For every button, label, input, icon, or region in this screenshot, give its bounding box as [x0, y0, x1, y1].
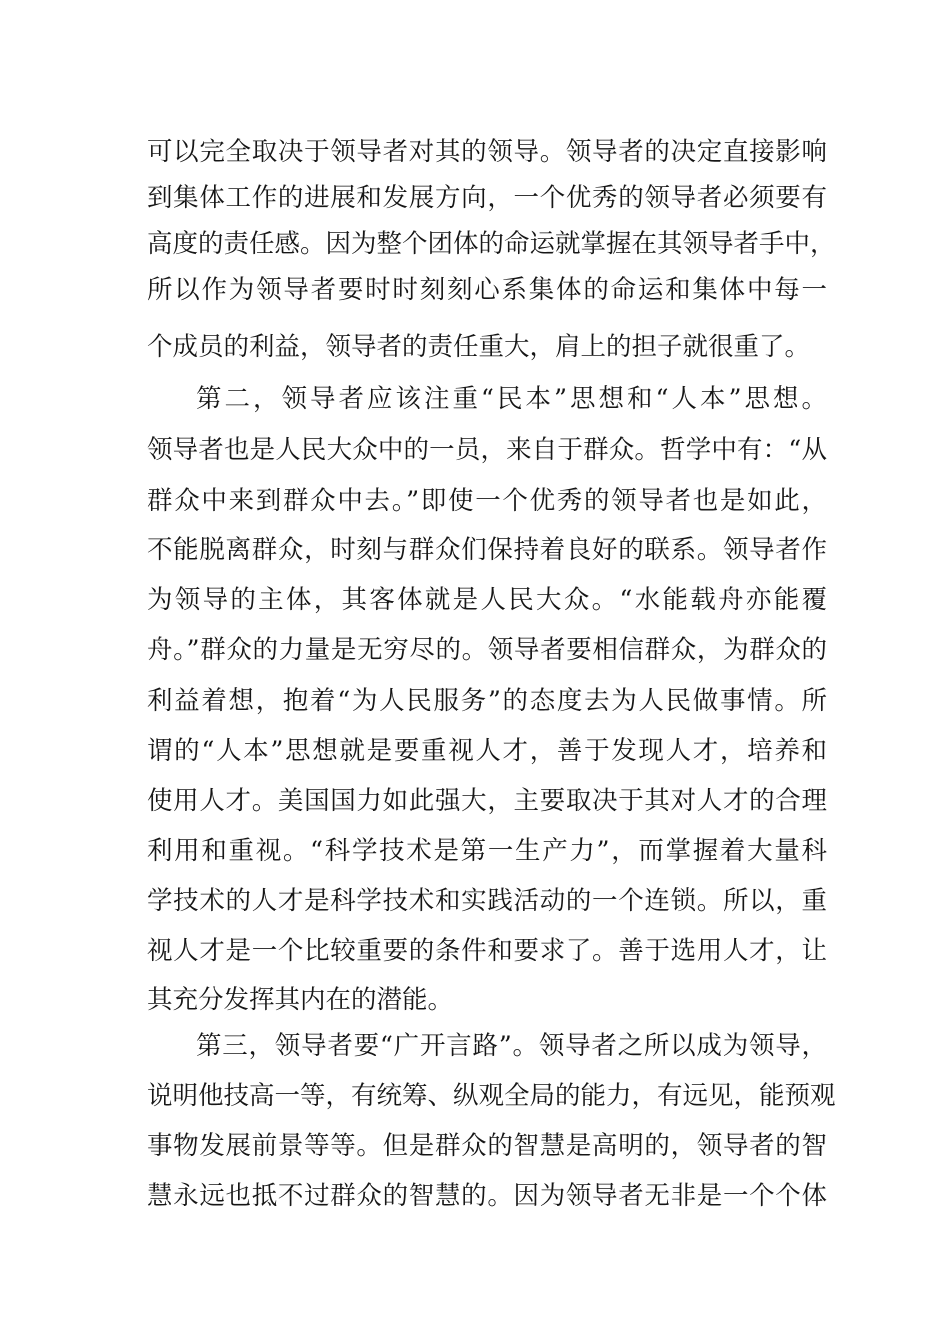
text-line: 领导者也是人民大众中的一员，来自于群众。哲学中有：“从: [147, 435, 827, 465]
text-line: 所以作为领导者要时时刻刻心系集体的命运和集体中每一: [147, 275, 827, 305]
text-line: 利用和重视。“科学技术是第一生产力”，而掌握着大量科: [147, 836, 827, 866]
paragraph-start-line: 第三，领导者要“广开言路”。领导者之所以成为领导，: [196, 1031, 827, 1061]
text-line: 不能脱离群众，时刻与群众们保持着良好的联系。领导者作: [147, 535, 827, 565]
paragraph-start-line: 第二，领导者应该注重“民本”思想和“人本”思想。: [196, 384, 827, 414]
text-line: 视人才是一个比较重要的条件和要求了。善于选用人才，让: [147, 936, 827, 966]
text-line: 可以完全取决于领导者对其的领导。领导者的决定直接影响: [147, 137, 827, 167]
text-line: 为领导的主体，其客体就是人民大众。“水能载舟亦能覆: [147, 585, 827, 615]
text-line: 事物发展前景等等。但是群众的智慧是高明的，领导者的智: [147, 1131, 827, 1161]
text-line: 群众中来到群众中去。”即使一个优秀的领导者也是如此，: [147, 486, 827, 516]
text-line: 学技术的人才是科学技术和实践活动的一个连锁。所以，重: [147, 886, 827, 916]
text-line: 利益着想，抱着“为人民服务”的态度去为人民做事情。所: [147, 686, 827, 716]
text-line: 到集体工作的进展和发展方向，一个优秀的领导者必须要有: [147, 183, 827, 213]
text-line: 说明他技高一等，有统筹、纵观全局的能力，有远见，能预观: [147, 1081, 836, 1111]
text-line: 其充分发挥其内在的潜能。: [147, 985, 454, 1015]
text-line: 使用人才。美国国力如此强大，主要取决于其对人才的合理: [147, 786, 827, 816]
text-line: 舟。”群众的力量是无穷尽的。领导者要相信群众，为群众的: [147, 635, 827, 665]
text-line: 谓的“人本”思想就是要重视人才，善于发现人才，培养和: [147, 736, 827, 766]
text-line: 个成员的利益，领导者的责任重大，肩上的担子就很重了。: [147, 332, 811, 362]
text-line: 高度的责任感。因为整个团体的命运就掌握在其领导者手中，: [147, 229, 836, 259]
text-line: 慧永远也抵不过群众的智慧的。因为领导者无非是一个个体: [147, 1181, 827, 1211]
